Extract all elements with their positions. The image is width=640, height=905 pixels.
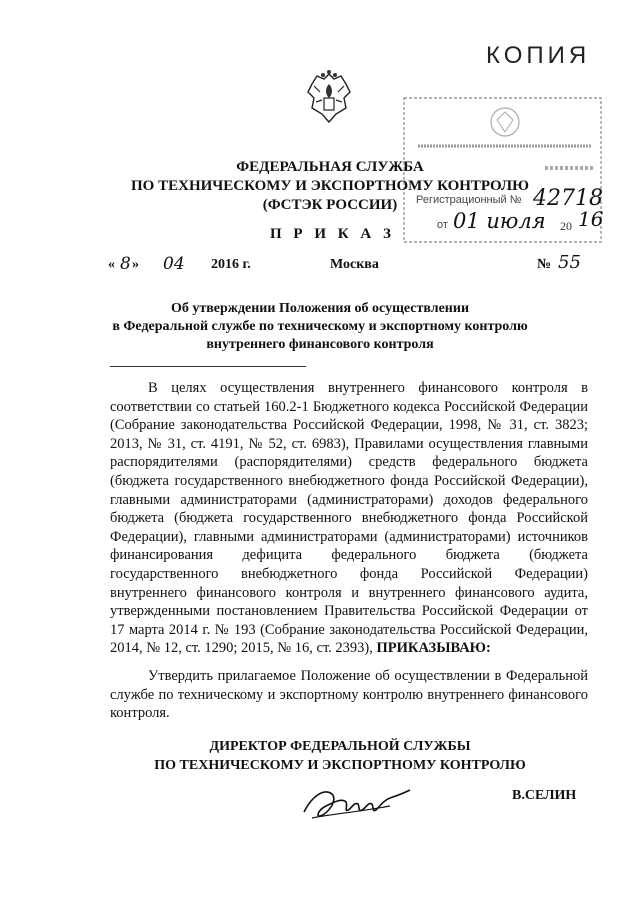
copy-mark: КОПИЯ <box>486 42 591 69</box>
doc-type: П Р И К А З <box>270 226 395 242</box>
resolve-word: ПРИКАЗЫВАЮ: <box>376 640 491 657</box>
stamp-reg-label: Регистрационный № <box>416 194 522 206</box>
order-title-line: в Федеральной службе по техническому и экспортному контролю <box>112 319 528 334</box>
date-day: 8 <box>120 254 131 274</box>
date-year: 2016 г. <box>211 257 251 272</box>
order-paragraph: Утвердить прилагаемое Положение об осуществлении в Федеральной службе по техническому и экспортному контролю внутреннего финансового контроля. <box>110 668 588 722</box>
signer-title-line1: ДИРЕКТОР ФЕДЕРАЛЬНОЙ СЛУЖБЫ <box>209 739 471 754</box>
order-number-label: № <box>537 257 552 272</box>
signer-title-line2: ПО ТЕХНИЧЕСКОМУ И ЭКСПОРТНОМУ КОНТРОЛЮ <box>154 758 526 773</box>
org-name-line3: (ФСТЭК РОССИИ) <box>262 197 398 213</box>
stamp-year-hw: 16 <box>578 207 604 231</box>
date-month: 04 <box>163 254 185 274</box>
preamble-paragraph <box>110 379 588 658</box>
order-title-line: Об утверждении Положения об осуществлении <box>170 301 470 316</box>
signer-name: В.СЕЛИН <box>512 788 577 803</box>
stamp-year-print: 20 <box>560 219 572 233</box>
title-underline <box>110 366 306 367</box>
org-name-line2: ПО ТЕХНИЧЕСКОМУ И ЭКСПОРТНОМУ КОНТРОЛЮ <box>131 178 529 194</box>
handwritten-signature <box>298 776 418 826</box>
stamp-date-label: от <box>437 219 448 231</box>
stamp-date: 01 июля <box>453 209 546 233</box>
date-quote-close: » <box>132 257 139 272</box>
order-number: 55 <box>558 252 581 273</box>
order-title <box>100 300 540 354</box>
stamp-reg-number: 42718 <box>533 186 603 211</box>
order-title-line: внутреннего финансового контроля <box>206 337 434 352</box>
org-name-line1: ФЕДЕРАЛЬНАЯ СЛУЖБА <box>236 159 424 175</box>
city: Москва <box>330 257 379 272</box>
coat-of-arms-icon <box>306 70 352 126</box>
date-quote-open: « <box>108 257 115 272</box>
preamble-text: В целях осуществления внутреннего финансового контроля в соответствии со статьей 160.2-1 Бюджетного кодекса Российской Федерации (Собрание законодательства Российской Федерации, 1998, № 31, ст. 3823; 2013, № 31, ст. 4191, № 52, ст. 6983), Правилами осуществления главными распорядителями (распорядителями) средств федерального бюджета (бюджета государственного внебюджетного фонда Российской Федерации), главными администраторами (администраторами) доходов федерального бюджета (бюджета государственного внебюджетного фонда Российской Федерации), главными администраторами (администраторами) источников финансирования дефицита федерального бюджета (бюджета государственного внебюджетного фонда Российской Федерации) внутреннего финансового контроля и внутреннего финансового аудита, утвержденными постановлением Правительства Российской Федерации от 17 марта 2014 г. № 193 (Собрание законодательства Российской Федерации, 2014, № 12, ст. 1290; 2015, № 16, ст. 2393), <box>110 380 588 657</box>
